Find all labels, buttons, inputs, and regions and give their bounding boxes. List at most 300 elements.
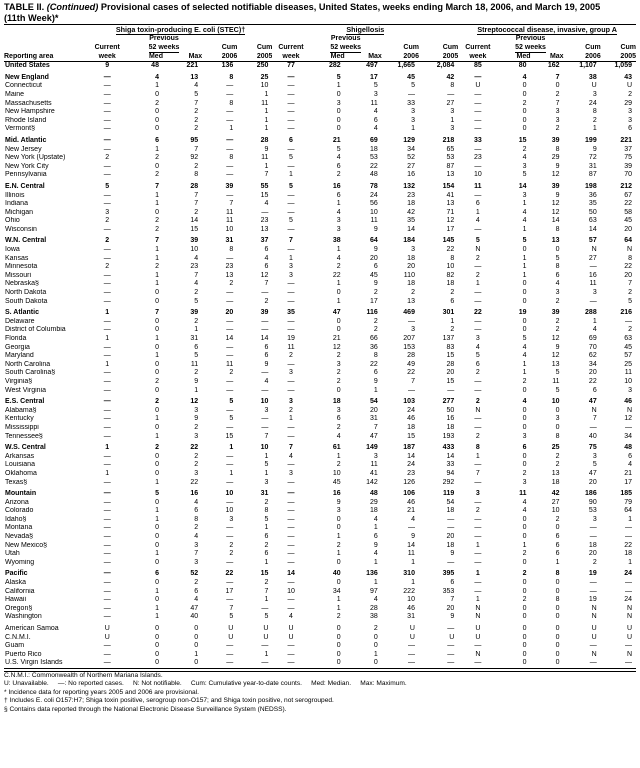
value-cell: 1 — [475, 596, 480, 604]
table-row — [4, 567, 636, 579]
value-cell: N — [475, 246, 481, 254]
value-cell: 2 — [475, 432, 480, 440]
value-cell: 153 — [403, 343, 415, 351]
table-row — [4, 200, 636, 209]
value-cell: 20 — [624, 225, 632, 233]
value-cell: 2 — [628, 289, 632, 297]
reporting-area-cell: Wisconsin — [5, 225, 37, 233]
value-cell: 22 — [624, 200, 632, 208]
footnotes — [4, 671, 636, 714]
value-cell: — — [261, 604, 269, 612]
value-cell: — — [474, 297, 482, 305]
reporting-area-cell: Colorado — [5, 507, 34, 515]
value-cell: 2 — [264, 297, 269, 305]
value-cell: 142 — [366, 478, 378, 486]
value-cell: 33 — [446, 461, 455, 469]
value-cell: 4 — [475, 343, 480, 351]
value-cell: 185 — [620, 490, 632, 498]
value-cell: 0 — [155, 406, 159, 414]
value-cell: 14 — [407, 225, 415, 233]
value-cell: 137 — [442, 335, 455, 342]
value-cell: 4 — [522, 73, 527, 81]
value-cell: 39 — [190, 237, 199, 245]
value-cell: 22 — [370, 162, 378, 170]
value-cell: 7 — [373, 423, 378, 431]
value-cell: 0 — [155, 326, 159, 334]
value-cell: 67 — [624, 191, 632, 199]
value-cell: — — [261, 208, 269, 216]
value-cell: 8 — [555, 570, 560, 578]
value-cell: — — [625, 642, 632, 650]
value-cell: U — [475, 82, 481, 90]
table-row — [4, 622, 636, 634]
value-cell: 1 — [475, 280, 480, 288]
value-cell: — — [226, 116, 234, 124]
value-cell: 1 — [336, 246, 341, 254]
value-cell: 4 — [155, 73, 159, 81]
value-cell: 47 — [370, 432, 378, 440]
value-cell: — — [474, 415, 482, 423]
value-cell: 6 — [450, 579, 455, 587]
value-cell: 6 — [475, 200, 480, 208]
value-cell: 6 — [264, 343, 269, 351]
value-cell: 0 — [336, 386, 341, 394]
value-cell: 1 — [555, 558, 560, 566]
value-cell: 0 — [155, 289, 159, 297]
value-cell: 2 — [155, 377, 159, 385]
value-cell: 7 — [155, 182, 159, 190]
value-cell: 5 — [289, 217, 293, 225]
value-cell: 66 — [370, 335, 378, 342]
value-cell: 11 — [226, 217, 234, 225]
value-cell: 3 — [555, 415, 560, 423]
value-cell: 5 — [522, 335, 527, 342]
value-cell: 0 — [155, 297, 159, 305]
value-cell: 1 — [155, 254, 159, 262]
value-cell: 0 — [555, 642, 560, 650]
value-cell: 38 — [588, 73, 597, 81]
value-cell: 1 — [155, 415, 159, 423]
reporting-area-cell: California — [5, 587, 35, 595]
value-cell: 3 — [194, 406, 199, 414]
value-cell: 0 — [155, 541, 159, 549]
value-cell: 7 — [229, 604, 234, 612]
value-cell: 3 — [289, 271, 293, 279]
reporting-area-cell: Alabama§ — [5, 406, 37, 414]
value-cell: 0 — [498, 659, 531, 668]
value-cell: 250 — [256, 62, 269, 70]
value-cell: — — [103, 550, 111, 558]
value-cell: — — [447, 90, 455, 98]
value-cell: — — [103, 82, 111, 90]
value-cell: 0 — [522, 326, 527, 334]
value-cell: 5 — [555, 254, 560, 262]
header-cum: Cum — [221, 43, 238, 51]
value-cell: 5 — [264, 613, 269, 621]
value-cell: — — [474, 289, 482, 297]
value-cell: 1 — [155, 550, 159, 558]
value-cell: — — [447, 558, 455, 566]
value-cell: 2 — [194, 116, 199, 124]
value-cell: 23 — [225, 263, 234, 271]
value-cell: 2 — [555, 317, 560, 325]
value-cell: — — [103, 570, 111, 578]
value-cell: 2 — [628, 326, 632, 334]
value-cell: 0 — [555, 524, 560, 532]
table-row — [4, 306, 636, 318]
value-cell: 0 — [336, 558, 341, 566]
reporting-area-cell: Idaho§ — [5, 515, 27, 523]
value-cell: 1 — [105, 360, 110, 368]
value-cell: 0 — [373, 633, 378, 641]
value-cell: 0 — [555, 650, 560, 658]
value-cell: 29 — [624, 99, 632, 107]
table-row — [4, 192, 636, 201]
table-title — [4, 0, 636, 24]
value-cell: 292 — [442, 478, 455, 486]
value-cell: 433 — [442, 444, 455, 452]
value-cell: 0 — [336, 515, 341, 523]
value-cell: 12 — [551, 171, 560, 179]
table-row — [4, 82, 636, 91]
value-cell: 45 — [624, 343, 632, 351]
value-cell: 2 — [229, 280, 234, 288]
table-row — [4, 642, 636, 651]
value-cell: 31 — [190, 335, 199, 342]
value-cell: 9 — [264, 360, 269, 368]
value-cell: 5 — [289, 154, 293, 162]
value-cell: 10 — [225, 225, 234, 233]
value-cell: 16 — [332, 490, 341, 498]
value-cell: 2 — [155, 263, 159, 271]
value-cell: 3 — [289, 263, 293, 271]
value-cell: 3 — [194, 541, 199, 549]
value-cell: — — [287, 116, 295, 124]
value-cell: 3 — [105, 208, 110, 216]
value-cell: — — [261, 317, 269, 325]
value-cell: 22 — [446, 246, 455, 254]
value-cell: 5 — [155, 490, 159, 498]
table-row — [4, 163, 636, 172]
value-cell: 18 — [446, 280, 455, 288]
table-row — [4, 378, 636, 387]
value-cell: 10 — [624, 377, 632, 385]
value-cell: 353 — [442, 587, 455, 595]
value-cell: 95 — [190, 136, 199, 144]
table-row — [4, 344, 636, 353]
footnote: § Contains data reported through the National Electronic Disease Surveillance System (NEDSS). — [4, 705, 287, 713]
table-row — [4, 533, 636, 542]
value-cell: 21 — [332, 136, 341, 144]
reporting-area-cell: Georgia — [5, 343, 30, 351]
value-cell: 14 — [588, 225, 597, 233]
value-cell: 12 — [551, 335, 560, 342]
value-cell: 2 — [194, 579, 199, 587]
value-cell: 0 — [555, 579, 560, 587]
value-cell: 221 — [620, 136, 632, 144]
value-cell: — — [589, 524, 597, 532]
reporting-area-cell: North Dakota — [5, 289, 47, 297]
table-row — [4, 415, 636, 424]
value-cell: 2 — [373, 326, 378, 334]
value-cell: — — [226, 297, 234, 305]
value-cell: 1 — [522, 360, 527, 368]
value-cell: — — [474, 116, 482, 124]
value-cell: 10 — [332, 469, 341, 477]
value-cell: 29 — [551, 154, 560, 162]
value-cell: 23 — [473, 154, 482, 162]
value-cell: 82 — [446, 271, 455, 279]
value-cell: — — [287, 200, 295, 208]
value-cell: 43 — [624, 73, 632, 81]
value-cell: 12 — [332, 343, 341, 351]
value-cell: — — [261, 289, 269, 297]
table-row — [4, 217, 636, 226]
value-cell: — — [589, 533, 597, 541]
value-cell: 19 — [518, 309, 527, 317]
value-cell: 27 — [551, 498, 560, 506]
value-cell: — — [447, 650, 455, 658]
reporting-area-cell: Vermont§ — [5, 125, 35, 133]
value-cell: 11 — [370, 99, 378, 107]
value-cell: 11 — [474, 182, 482, 190]
value-cell: 14 — [225, 335, 234, 342]
value-cell: — — [226, 533, 234, 541]
value-cell: 2 — [475, 398, 480, 406]
table-row — [4, 613, 636, 622]
value-cell: 10 — [225, 507, 234, 515]
value-cell: 6 — [555, 541, 560, 549]
value-cell: — — [226, 478, 234, 486]
value-cell: 2 — [336, 377, 341, 385]
value-cell: 3 — [522, 432, 527, 440]
value-cell: 11 — [370, 217, 378, 225]
value-cell: — — [103, 136, 111, 144]
value-cell: U — [228, 625, 234, 632]
value-cell: N — [626, 650, 632, 658]
value-cell: 1 — [336, 596, 341, 604]
value-cell: 149 — [366, 444, 378, 452]
value-cell: 1 — [336, 604, 341, 612]
value-cell: 55 — [260, 182, 269, 190]
value-cell: N — [475, 406, 481, 414]
value-cell: 2 — [522, 377, 527, 385]
reporting-area-cell: Puerto Rico — [5, 650, 42, 658]
value-cell: — — [407, 317, 415, 325]
value-cell: — — [226, 136, 234, 144]
value-cell: 1 — [194, 386, 199, 394]
value-cell: 42 — [407, 208, 415, 216]
value-cell: 18 — [551, 478, 560, 486]
table-row — [4, 226, 636, 235]
value-cell: — — [287, 125, 295, 133]
value-cell: U — [409, 625, 415, 632]
value-cell: 15 — [260, 570, 269, 578]
value-cell: 40 — [332, 570, 341, 578]
table-row — [4, 125, 636, 134]
value-cell: 15 — [446, 377, 455, 385]
value-cell: 2 — [194, 369, 199, 377]
value-cell: 0 — [345, 659, 382, 668]
header-previous: Previous — [515, 35, 546, 42]
value-cell: 5 — [229, 398, 234, 406]
value-cell: — — [103, 352, 111, 360]
value-cell: 1 — [628, 558, 632, 566]
value-cell: 22 — [225, 570, 234, 578]
value-cell: — — [226, 558, 234, 566]
value-cell: U — [449, 633, 455, 641]
value-cell: 0 — [194, 633, 199, 641]
value-cell: 0 — [155, 162, 159, 170]
table-row — [4, 487, 636, 499]
value-cell: 4 — [411, 515, 415, 523]
value-cell: — — [287, 108, 295, 116]
value-cell: 27 — [407, 162, 415, 170]
value-cell: 6 — [336, 162, 341, 170]
value-cell: 2 — [155, 444, 159, 452]
value-cell: 1 — [289, 254, 293, 262]
value-cell: — — [447, 625, 455, 632]
reporting-area-cell: Kentucky — [5, 415, 34, 423]
value-cell: 0 — [336, 625, 341, 632]
value-cell: 9 — [194, 415, 199, 423]
value-cell: 18 — [407, 423, 415, 431]
reporting-area-cell: United States — [5, 62, 50, 70]
value-cell: — — [89, 659, 126, 668]
value-cell: — — [261, 415, 269, 423]
value-cell: 6 — [264, 550, 269, 558]
value-cell: 0 — [336, 633, 341, 641]
value-cell: U — [591, 82, 597, 90]
value-cell: 2 — [155, 99, 159, 107]
value-cell: 18 — [407, 254, 415, 262]
value-cell: N — [475, 613, 481, 621]
value-cell: 45 — [624, 217, 632, 225]
value-cell: — — [103, 225, 111, 233]
value-cell: 15 — [225, 432, 234, 440]
value-cell: 15 — [260, 191, 269, 199]
value-cell: 2 — [522, 570, 527, 578]
value-cell: N — [475, 604, 481, 612]
value-cell: — — [447, 386, 455, 394]
value-cell: 4 — [264, 200, 269, 208]
value-cell: — — [103, 650, 111, 658]
value-cell: 6 — [592, 386, 597, 394]
value-cell: 36 — [588, 191, 597, 199]
value-cell: 3 — [592, 452, 597, 460]
value-cell: 13 — [190, 73, 199, 81]
value-cell: — — [287, 423, 295, 431]
value-cell: 61 — [332, 444, 341, 452]
value-cell: 13 — [446, 171, 455, 179]
value-cell: U — [626, 633, 632, 641]
value-cell: — — [226, 82, 234, 90]
value-cell: 0 — [155, 642, 159, 650]
value-cell: U — [626, 82, 632, 90]
value-cell: 6 — [373, 116, 378, 124]
value-cell: 14 — [407, 541, 415, 549]
value-cell: — — [287, 386, 295, 394]
value-cell: 18 — [407, 280, 415, 288]
table-body — [4, 62, 636, 669]
value-cell: — — [103, 579, 111, 587]
value-cell: 2 — [450, 289, 455, 297]
value-cell: 5 — [628, 297, 632, 305]
value-cell: 3 — [194, 432, 199, 440]
value-cell: 216 — [620, 309, 632, 317]
value-cell: 9 — [592, 145, 597, 153]
value-cell: 14 — [260, 335, 269, 342]
reporting-area-cell: E.S. Central — [5, 398, 45, 406]
value-cell: 3 — [522, 191, 527, 199]
table-row — [4, 387, 636, 396]
value-cell: 1 — [592, 125, 597, 133]
value-cell: 1 — [475, 452, 480, 460]
value-cell: 17 — [370, 297, 378, 305]
value-cell: 3 — [450, 125, 455, 133]
value-cell: — — [382, 659, 419, 668]
value-cell: — — [103, 317, 111, 325]
value-cell: 6 — [264, 352, 269, 360]
value-cell: 11 — [226, 208, 234, 216]
value-cell: 12 — [624, 415, 632, 423]
value-cell: 16 — [332, 182, 341, 190]
value-cell: 2 — [522, 596, 527, 604]
value-cell: 6 — [628, 452, 632, 460]
reporting-area-cell: Arkansas — [5, 452, 35, 460]
value-cell: 116 — [366, 309, 378, 317]
value-cell: 1 — [155, 82, 159, 90]
table-row — [4, 634, 636, 643]
value-cell: 3 — [522, 478, 527, 486]
value-cell: 1 — [373, 558, 378, 566]
value-cell: 187 — [403, 444, 415, 452]
reporting-area-cell: Michigan — [5, 208, 34, 216]
reporting-area-cell: S. Atlantic — [5, 309, 39, 317]
value-cell: 8 — [628, 254, 632, 262]
value-cell: 20 — [446, 604, 455, 612]
value-cell: 2 — [264, 579, 269, 587]
value-cell: — — [287, 297, 295, 305]
value-cell: 1 — [373, 650, 378, 658]
value-cell: — — [103, 432, 111, 440]
value-cell: — — [103, 415, 111, 423]
value-cell: 0 — [155, 524, 159, 532]
value-cell: 2 — [475, 271, 480, 279]
reporting-area-cell: Texas§ — [5, 478, 28, 486]
value-cell: 18 — [446, 423, 455, 431]
value-cell: 11 — [261, 99, 269, 107]
value-cell: 2 — [105, 263, 110, 271]
footnote: C.N.M.I.: Commonwealth of Northern Mariana Islands. — [4, 671, 163, 679]
reporting-area-cell: Ohio — [5, 217, 20, 225]
value-cell: 0 — [555, 604, 560, 612]
value-cell: 0 — [155, 386, 159, 394]
value-cell: 0 — [522, 625, 527, 632]
value-cell: 0 — [155, 116, 159, 124]
value-cell: — — [287, 507, 295, 515]
value-cell: 9 — [450, 550, 455, 558]
table-row — [4, 550, 636, 559]
value-cell: 4 — [522, 154, 527, 162]
value-cell: 2 — [592, 558, 597, 566]
value-cell: — — [419, 659, 458, 668]
reporting-area-cell: U.S. Virgin Islands — [4, 659, 89, 668]
value-cell: 39 — [624, 162, 632, 170]
value-cell: 4 — [555, 280, 560, 288]
reporting-area-cell: Virginia§ — [5, 377, 33, 385]
value-cell: 7 — [450, 596, 455, 604]
